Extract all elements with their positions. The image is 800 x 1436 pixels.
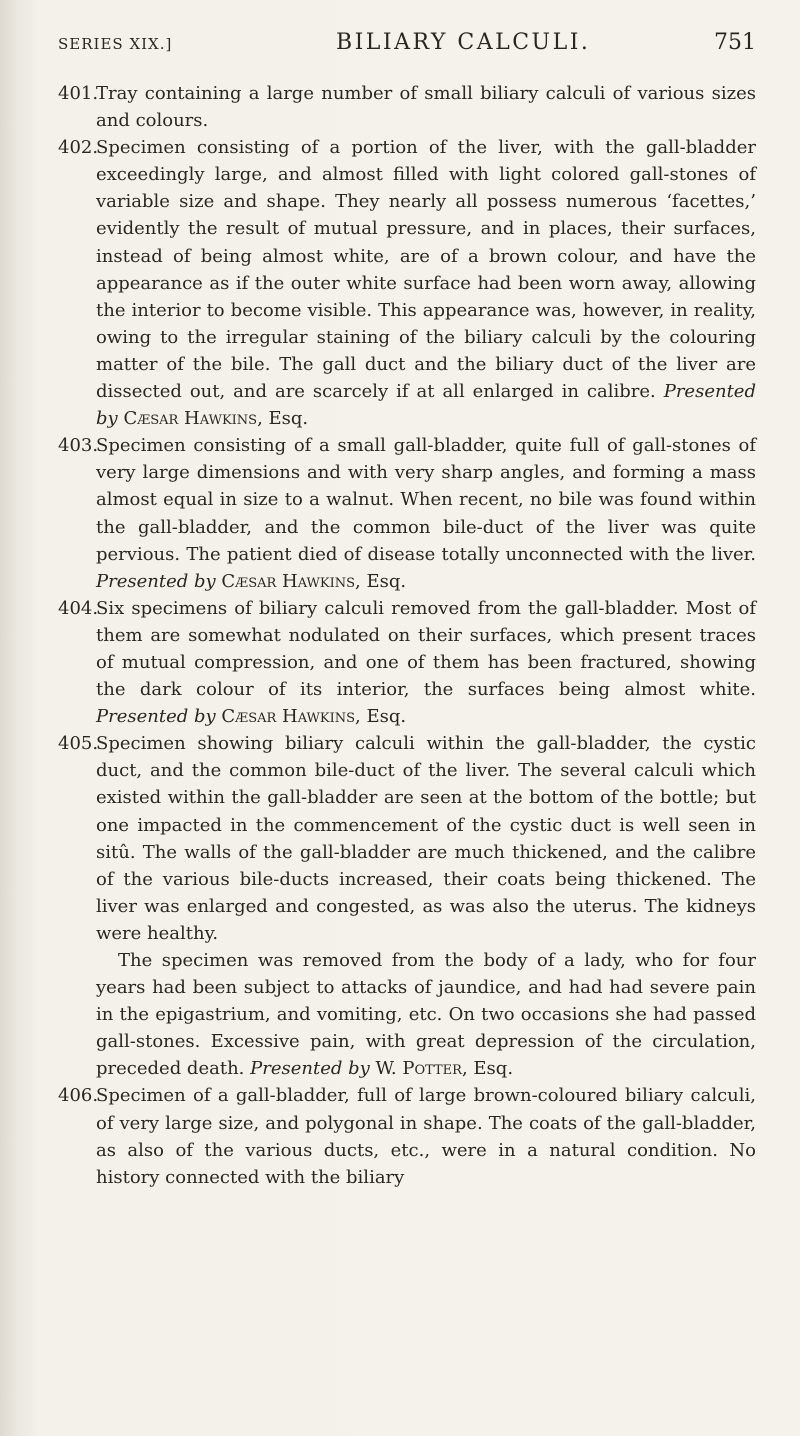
entry-number: 403. [58, 435, 99, 457]
entry-text: Specimen consisting of a portion of the liver, with the gall-bladder exceedingly large, and almost filled with light colored gall-stones of variable size and shape. They nearly all possess numerous ‘facettes,’ evidently the result of mutual pressure, and in places, their surfaces, instead of being almost white, are of a brown colour, and have the appearance as if the outer white surface had been worn away, allowing the interior to become visible. This appearance was, however, in reality, owing to the irregular staining of the biliary calculi by the colouring matter of the bile. The gall duct and the biliary duct of the liver are dissected out, and are scarcely if at all enlarged in calibre. [96, 137, 756, 403]
page-title: BILIARY CALCULI. [335, 30, 591, 55]
entry-number: 404. [58, 597, 99, 619]
entry-paragraph [96, 134, 756, 432]
entry-number: 402. [58, 137, 99, 159]
entry-paragraph [96, 595, 756, 730]
entry-paragraph [96, 1082, 756, 1190]
entry-number: 406. [58, 1085, 99, 1107]
catalogue-entry [58, 432, 756, 595]
entry-paragraph [96, 432, 756, 595]
donor-suffix: Esq. [366, 706, 407, 728]
catalogue-entry [58, 1082, 756, 1190]
entry-text: Tray containing a large number of small biliary calculi of various sizes and colours. [96, 83, 756, 132]
donor-suffix: Esq. [268, 408, 309, 430]
donor-name: W. Potter, [375, 1058, 468, 1080]
donor-suffix: Esq. [473, 1058, 514, 1080]
entry-number: 401. [58, 83, 99, 104]
donor-name: Cæsar Hawkins, [123, 408, 263, 430]
entry-number: 405. [58, 733, 99, 755]
series-label: SERIES XIX.] [58, 35, 173, 53]
entry-text: Specimen consisting of a small gall-bladder, quite full of gall-stones of very large dimensions and with very sharp angles, and forming a mass almost equal in size to a walnut. When recent, no bile was found within the gall-bladder, and the common bile-duct of the liver was quite pervious. The patient died of disease totally unconnected with the liver. [96, 435, 756, 565]
donor-name: Cæsar Hawkins, [221, 570, 361, 592]
entry-text: Six specimens of biliary calculi removed from the gall-bladder. Most of them are somewhat nodulated on their surfaces, which present traces of mutual compression, and one of them has been fractured, showing the dark colour of its interior, the surfaces being almost white. [96, 597, 756, 701]
catalogue-entry [58, 80, 756, 134]
entry-paragraph [96, 730, 756, 947]
presented-by-label: Presented by [96, 570, 216, 592]
donor-name: Cæsar Hawkins, [221, 706, 361, 728]
page-number: 751 [713, 30, 756, 55]
catalogue-entry [58, 595, 756, 730]
presented-by-label: Presented by [96, 706, 216, 728]
catalogue-entry [58, 730, 756, 1082]
catalogue-entries [58, 80, 756, 1191]
entry-text: The specimen was removed from the body of a lady, who for four years had been subject to attacks of jaundice, and had had severe pain in the epigastrium, and vomiting, etc. On two occasions she had passed gall-stones. Excessive pain, with great depression of the circulation, preceded death. [96, 950, 756, 1080]
catalogue-entry [58, 134, 756, 432]
entry-paragraph [96, 947, 756, 1082]
presented-by-label: Presented by [96, 381, 756, 430]
presented-by-label: Presented by [250, 1058, 370, 1080]
running-head [58, 30, 756, 70]
entry-paragraph [96, 80, 756, 134]
entry-text: Specimen of a gall-bladder, full of large brown-coloured biliary calculi, of very large size, and polygonal in shape. The coats of the gall-bladder, as also of the various ducts, etc., were in a natural condition. No history connected with the biliary [96, 1085, 756, 1188]
donor-suffix: Esq. [366, 570, 407, 592]
entry-text: Specimen showing biliary calculi within the gall-bladder, the cystic duct, and the common bile-duct of the liver. The several calculi which existed within the gall-bladder are seen at the bottom of the bottle; but one impacted in the commencement of the cystic duct is well seen in sitû. The walls of the gall-bladder are much thickened, and the calibre of the various bile-ducts increased, their coats being thickened. The liver was enlarged and congested, as was also the uterus. The kidneys were healthy. [96, 733, 756, 944]
